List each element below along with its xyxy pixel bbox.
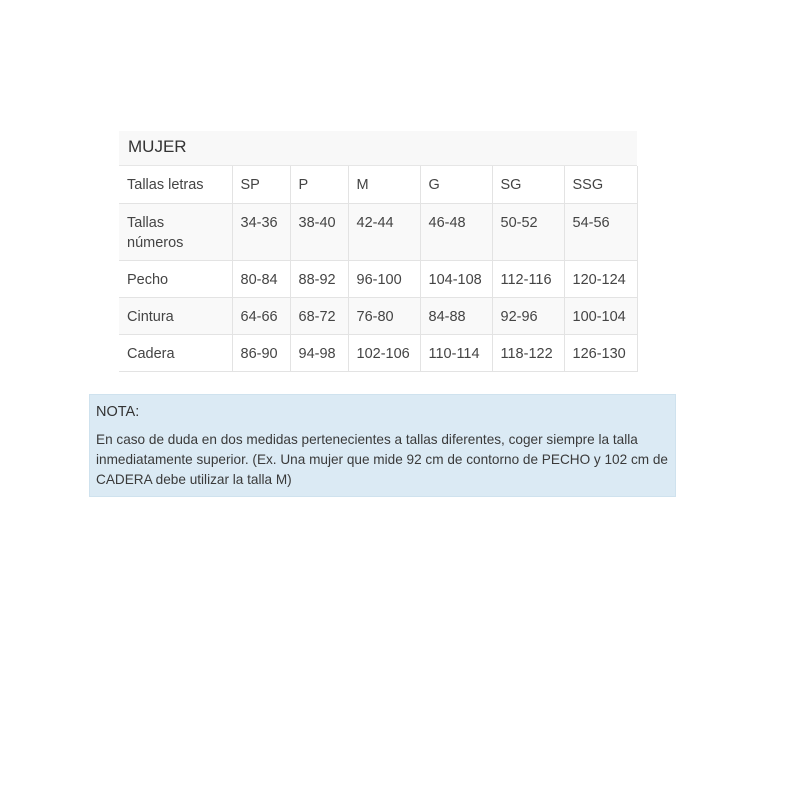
note-title: NOTA: bbox=[96, 404, 140, 420]
table-cell: SP bbox=[232, 166, 290, 203]
table-row-waist bbox=[119, 297, 637, 334]
table-cell: 54-56 bbox=[564, 203, 637, 260]
table-cell: 88-92 bbox=[290, 260, 348, 297]
table-bottom-spacer bbox=[119, 372, 637, 374]
table-cell: 50-52 bbox=[492, 203, 564, 260]
table-cell: G bbox=[420, 166, 492, 203]
table-cell: SG bbox=[492, 166, 564, 203]
table-cell: 96-100 bbox=[348, 260, 420, 297]
table-cell: 46-48 bbox=[420, 203, 492, 260]
row-label: Tallas letras bbox=[119, 166, 232, 203]
table-cell: SSG bbox=[564, 166, 637, 203]
table-cell: 102-106 bbox=[348, 334, 420, 371]
table-cell: 126-130 bbox=[564, 334, 637, 371]
table-cell: 76-80 bbox=[348, 297, 420, 334]
table-row-number-sizes bbox=[119, 203, 637, 260]
table-row-hip bbox=[119, 334, 637, 371]
row-label: Cadera bbox=[119, 334, 232, 371]
row-label: Pecho bbox=[119, 260, 232, 297]
table-cell: 34-36 bbox=[232, 203, 290, 260]
table-cell: 112-116 bbox=[492, 260, 564, 297]
size-chart bbox=[119, 131, 637, 374]
table-cell: 80-84 bbox=[232, 260, 290, 297]
table-cell: 118-122 bbox=[492, 334, 564, 371]
table-row-chest bbox=[119, 260, 637, 297]
table-row-letter-sizes bbox=[119, 166, 637, 203]
table-cell: 100-104 bbox=[564, 297, 637, 334]
table-cell: 92-96 bbox=[492, 297, 564, 334]
table-cell: 42-44 bbox=[348, 203, 420, 260]
row-label: Cintura bbox=[119, 297, 232, 334]
row-label: Tallas números bbox=[119, 203, 232, 260]
table-cell: 86-90 bbox=[232, 334, 290, 371]
size-table bbox=[119, 166, 638, 372]
table-cell: 64-66 bbox=[232, 297, 290, 334]
table-cell: 104-108 bbox=[420, 260, 492, 297]
table-cell: M bbox=[348, 166, 420, 203]
table-cell: 120-124 bbox=[564, 260, 637, 297]
table-cell: P bbox=[290, 166, 348, 203]
table-cell: 110-114 bbox=[420, 334, 492, 371]
size-chart-title: MUJER bbox=[119, 131, 637, 166]
note-text: En caso de duda en dos medidas pertenecientes a tallas diferentes, coger siempre la talla inmediatamente superior. (Ex. Una mujer que mide 92 cm de contorno de PECHO y 102 cm de CADERA debe utilizar la talla M) bbox=[96, 432, 668, 487]
note-box bbox=[89, 394, 676, 497]
table-cell: 84-88 bbox=[420, 297, 492, 334]
table-cell: 94-98 bbox=[290, 334, 348, 371]
table-cell: 68-72 bbox=[290, 297, 348, 334]
table-cell: 38-40 bbox=[290, 203, 348, 260]
